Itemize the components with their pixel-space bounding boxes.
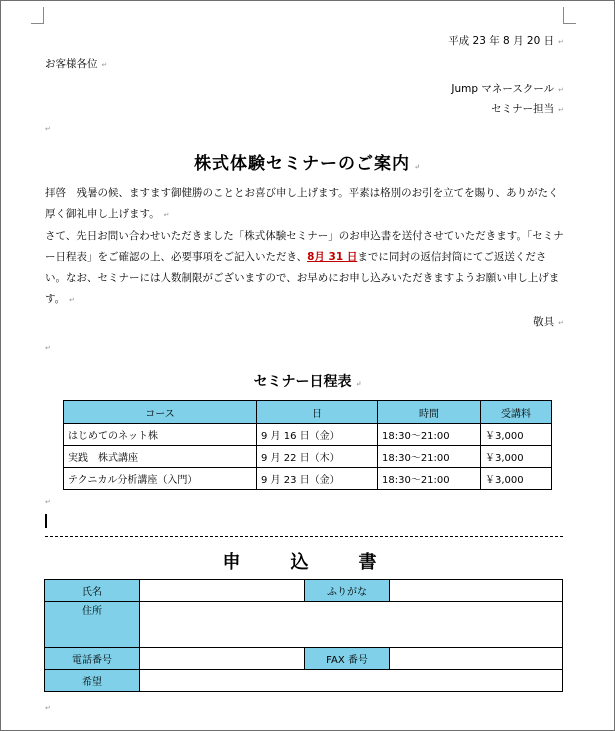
wish-label: 希望 [45,670,140,692]
course-cell: テクニカル分析講座（入門） [64,468,257,490]
course-cell: 実践 株式講座 [64,446,257,468]
text-cursor [45,514,47,528]
table-row [64,446,552,468]
name-field[interactable] [140,580,305,602]
table-row [64,424,552,446]
letter-date: 平成 23 年 8 月 20 日 ↵ [448,35,564,47]
paragraph-mark: ↵ [45,704,51,712]
sender-org: Jump マネースクール ↵ [451,83,564,95]
body-paragraph-1: 拝啓 残暑の候、ますます御健勝のこととお喜び申し上げます。平素は格別のお引を立てを賜り、ありがたく厚く御礼申し上げます。 ↵ [45,187,559,220]
time-cell: 18:30～21:00 [378,424,481,446]
sender-person: セミナー担当 ↵ [491,103,564,115]
header-course: コース [64,401,257,424]
crop-mark-top-right [563,7,576,24]
cut-line [45,536,563,537]
furigana-field[interactable] [390,580,563,602]
address-field[interactable] [140,602,563,648]
letter-title: 株式体験セミナーのご案内 ↵ [194,154,421,174]
time-cell: 18:30～21:00 [378,446,481,468]
fee-cell: ￥3,000 [481,468,552,490]
application-form [44,579,563,692]
paragraph-mark: ↵ [45,344,51,352]
body-paragraph-2: さて、先日お問い合わせいただきました「株式体験セミナー」のお申込書を送付させていただきます。「セミナー日程表」をご確認の上、必要事項をご記入いただき、8月 31 日までに同封の返信封筒にてご返送ください。なお、セミナーには人数制限がございますので、お早めにお申し込みいただきますようお願い申し上げます。 ↵ [45,230,564,305]
course-cell: はじめてのネット株 [64,424,257,446]
furigana-label: ふりがな [305,580,390,602]
wish-field[interactable] [140,670,563,692]
schedule-title: セミナー日程表 ↵ [253,374,362,390]
address-label: 住所 [45,602,140,648]
fax-label: FAX 番号 [305,648,390,670]
recipient: お客様各位 ↵ [45,58,108,70]
date-cell: 9 月 23 日（金） [257,468,378,490]
fax-field[interactable] [390,648,563,670]
date-cell: 9 月 22 日（木） [257,446,378,468]
table-row [64,468,552,490]
application-title: 申 込 書 [222,552,393,573]
crop-mark-top-left [31,7,44,24]
phone-field[interactable] [140,648,305,670]
schedule-table [63,400,552,490]
fee-cell: ￥3,000 [481,424,552,446]
paragraph-mark: ↵ [45,125,51,133]
letter-body [45,183,565,311]
fee-cell: ￥3,000 [481,446,552,468]
closing: 敬具 ↵ [533,316,564,328]
name-label: 氏名 [45,580,140,602]
header-fee: 受講料 [481,401,552,424]
phone-label: 電話番号 [45,648,140,670]
paragraph-mark: ↵ [45,498,51,506]
deadline-date: 8月 31 日 [307,251,358,263]
header-date: 日 [257,401,378,424]
time-cell: 18:30～21:00 [378,468,481,490]
header-time: 時間 [378,401,481,424]
date-cell: 9 月 16 日（金） [257,424,378,446]
